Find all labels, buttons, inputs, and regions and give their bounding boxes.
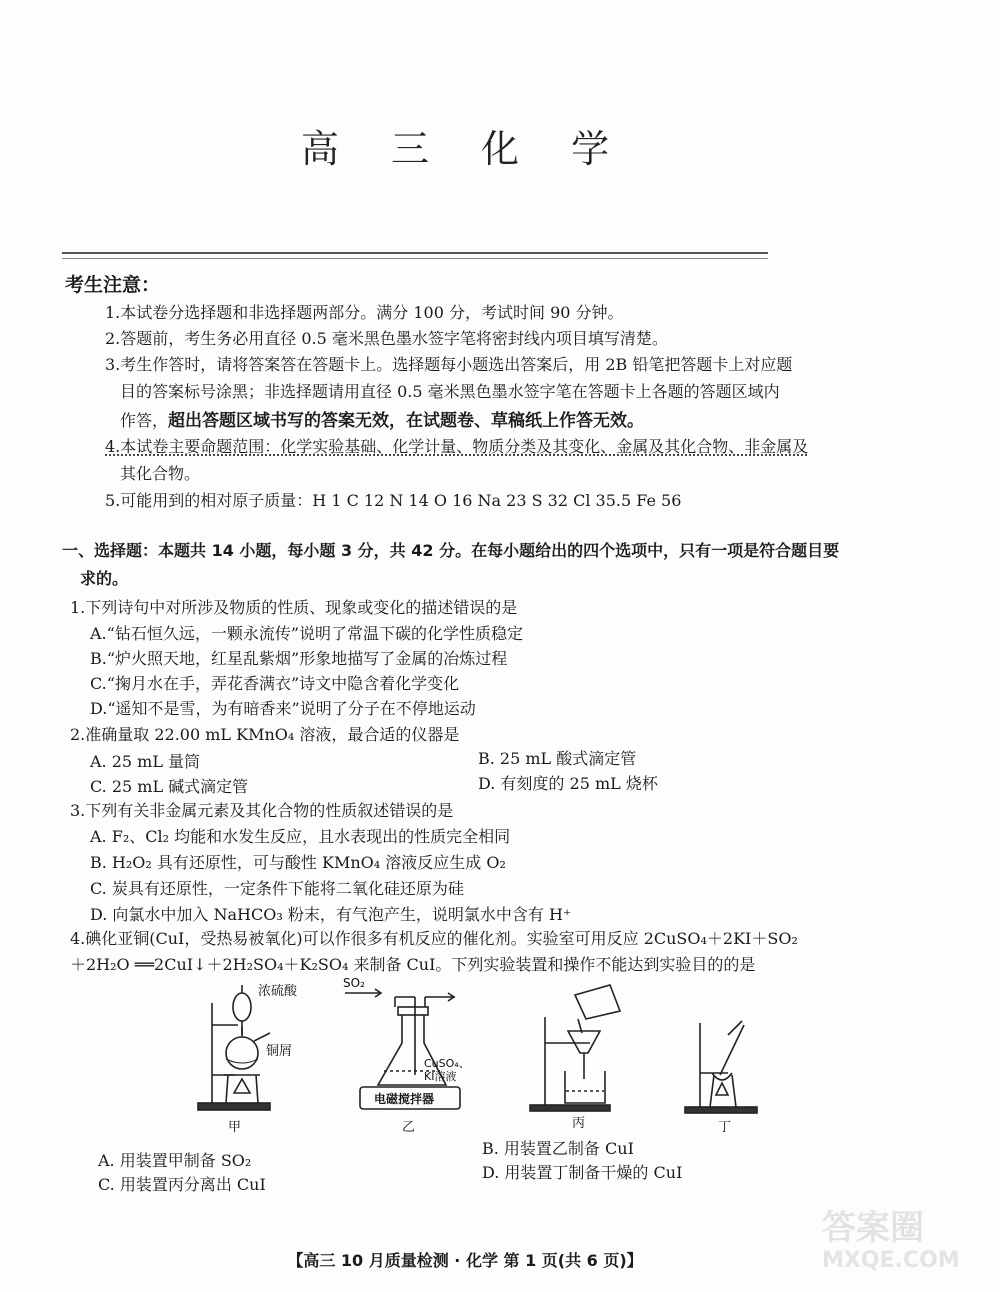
notice-item-1: 1.本试卷分选择题和非选择题两部分。满分 100 分，考试时间 90 分钟。	[105, 303, 624, 322]
fig-label-stirrer: 电磁搅拌器	[374, 1092, 435, 1106]
notice-item-4-text: 4.本试卷主要命题范围：化学实验基础、化学计量、物质分类及其变化、金属及其化合物、非金属及	[105, 437, 809, 456]
apparatus-yi	[345, 989, 460, 1109]
apparatus-bing	[530, 985, 620, 1111]
fig-label-ding: 丁	[718, 1120, 732, 1135]
q2-stem: 2.准确量取 22.00 mL KMnO₄ 溶液，最合适的仪器是	[70, 725, 460, 744]
q4-option-b: B. 用装置乙制备 CuI	[482, 1139, 634, 1158]
notice-item-3-cont: 目的答案标号涂黑；非选择题请用直径 0.5 毫米黑色墨水签字笔在答题卡上各题的答题区域内	[120, 382, 780, 401]
q4-option-a: A. 用装置甲制备 SO₂	[98, 1151, 252, 1170]
notice-item-2: 2.答题前，考生务必用直径 0.5 毫米黑色墨水签字笔将密封线内项目填写清楚。	[105, 329, 668, 348]
fig-label-copper: 铜屑	[266, 1044, 293, 1059]
fig-label-yi: 乙	[402, 1120, 416, 1135]
notice-item-3-cont2	[120, 406, 644, 431]
q3-option-a: A. F₂、Cl₂ 均能和水发生反应，且水表现出的性质完全相同	[90, 827, 511, 846]
q1-option-b: B.“炉火照天地，红星乱紫烟”形象地描写了金属的冶炼过程	[90, 649, 508, 668]
q4-stem-cont: ＋2H₂O ══2CuI↓＋2H₂SO₄＋K₂SO₄ 来制备 CuI。下列实验装置和操作不能达到实验目的的是	[70, 955, 756, 974]
q4-stem: 4.碘化亚铜(CuI，受热易被氧化)可以作很多有机反应的催化剂。实验室可用反应 2CuSO₄＋2KI＋SO₂	[70, 929, 798, 948]
header-rule-thin	[62, 258, 768, 259]
q1-option-c: C.“掬月水在手，弄花香满衣”诗文中隐含着化学变化	[90, 674, 460, 693]
section-heading: 一、选择题：本题共 14 小题，每小题 3 分，共 42 分。在每小题给出的四个选项中，只有一项是符合题目要	[62, 541, 840, 560]
fig-label-bing: 丙	[572, 1116, 586, 1131]
fig-label-so2: SO₂	[343, 976, 365, 990]
q2-option-b: B. 25 mL 酸式滴定管	[478, 749, 637, 768]
q2-option-d: D. 有刻度的 25 mL 烧杯	[478, 774, 658, 793]
notice-item-4	[105, 434, 808, 457]
q4-apparatus-figure	[180, 975, 780, 1135]
notice-item-4-cont: 其化合物。	[120, 464, 201, 483]
watermark-url: MXQE.COM	[822, 1248, 960, 1273]
apparatus-ding	[685, 1021, 757, 1113]
q1-option-a: A.“钻石恒久远，一颗永流传”说明了常温下碳的化学性质稳定	[90, 624, 524, 643]
fig-label-jia: 甲	[228, 1120, 242, 1135]
q3-stem: 3.下列有关非金属元素及其化合物的性质叙述错误的是	[70, 801, 454, 820]
section-heading-cont: 求的。	[80, 569, 129, 588]
q2-option-c: C. 25 mL 碱式滴定管	[90, 777, 249, 796]
notice-heading: 考生注意：	[65, 274, 161, 296]
q4-option-c: C. 用装置丙分离出 CuI	[98, 1175, 266, 1194]
q1-stem: 1.下列诗句中对所涉及物质的性质、现象或变化的描述错误的是	[70, 598, 518, 617]
q3-option-b: B. H₂O₂ 具有还原性，可与酸性 KMnO₄ 溶液反应生成 O₂	[90, 853, 506, 872]
watermark-logo: 答案圈	[822, 1208, 924, 1248]
fig-label-cuso4: CuSO₄、	[424, 1057, 470, 1070]
notice-item-5: 5.可能用到的相对原子质量：H 1 C 12 N 14 O 16 Na 23 S 32 Cl 35.5 Fe 56	[105, 491, 682, 510]
notice-emphasis: 超出答题区域书写的答案无效，在试题卷、草稿纸上作答无效。	[168, 411, 645, 431]
q4-option-d: D. 用装置丁制备干燥的 CuI	[482, 1163, 683, 1182]
q1-option-d: D.“遥知不是雪，为有暗香来”说明了分子在不停地运动	[90, 699, 476, 718]
q3-option-d: D. 向氯水中加入 NaHCO₃ 粉末，有气泡产生，说明氯水中含有 H⁺	[90, 905, 572, 924]
q3-option-c: C. 炭具有还原性，一定条件下能将二氧化硅还原为硅	[90, 879, 464, 898]
page-footer: 【高三 10 月质量检测 · 化学 第 1 页(共 6 页)】	[287, 1251, 643, 1270]
page-title: 高 三 化 学	[300, 127, 630, 171]
header-rule	[62, 252, 768, 254]
fig-label-ki: KI溶液	[424, 1070, 457, 1083]
fig-label-acid: 浓硫酸	[258, 984, 298, 999]
notice-item-3-prefix: 作答，	[120, 411, 169, 430]
notice-item-3: 3.考生作答时，请将答案答在答题卡上。选择题每小题选出答案后，用 2B 铅笔把答题卡上对应题	[105, 355, 793, 374]
apparatus-jia	[198, 985, 270, 1110]
q2-option-a: A. 25 mL 量筒	[90, 752, 201, 771]
